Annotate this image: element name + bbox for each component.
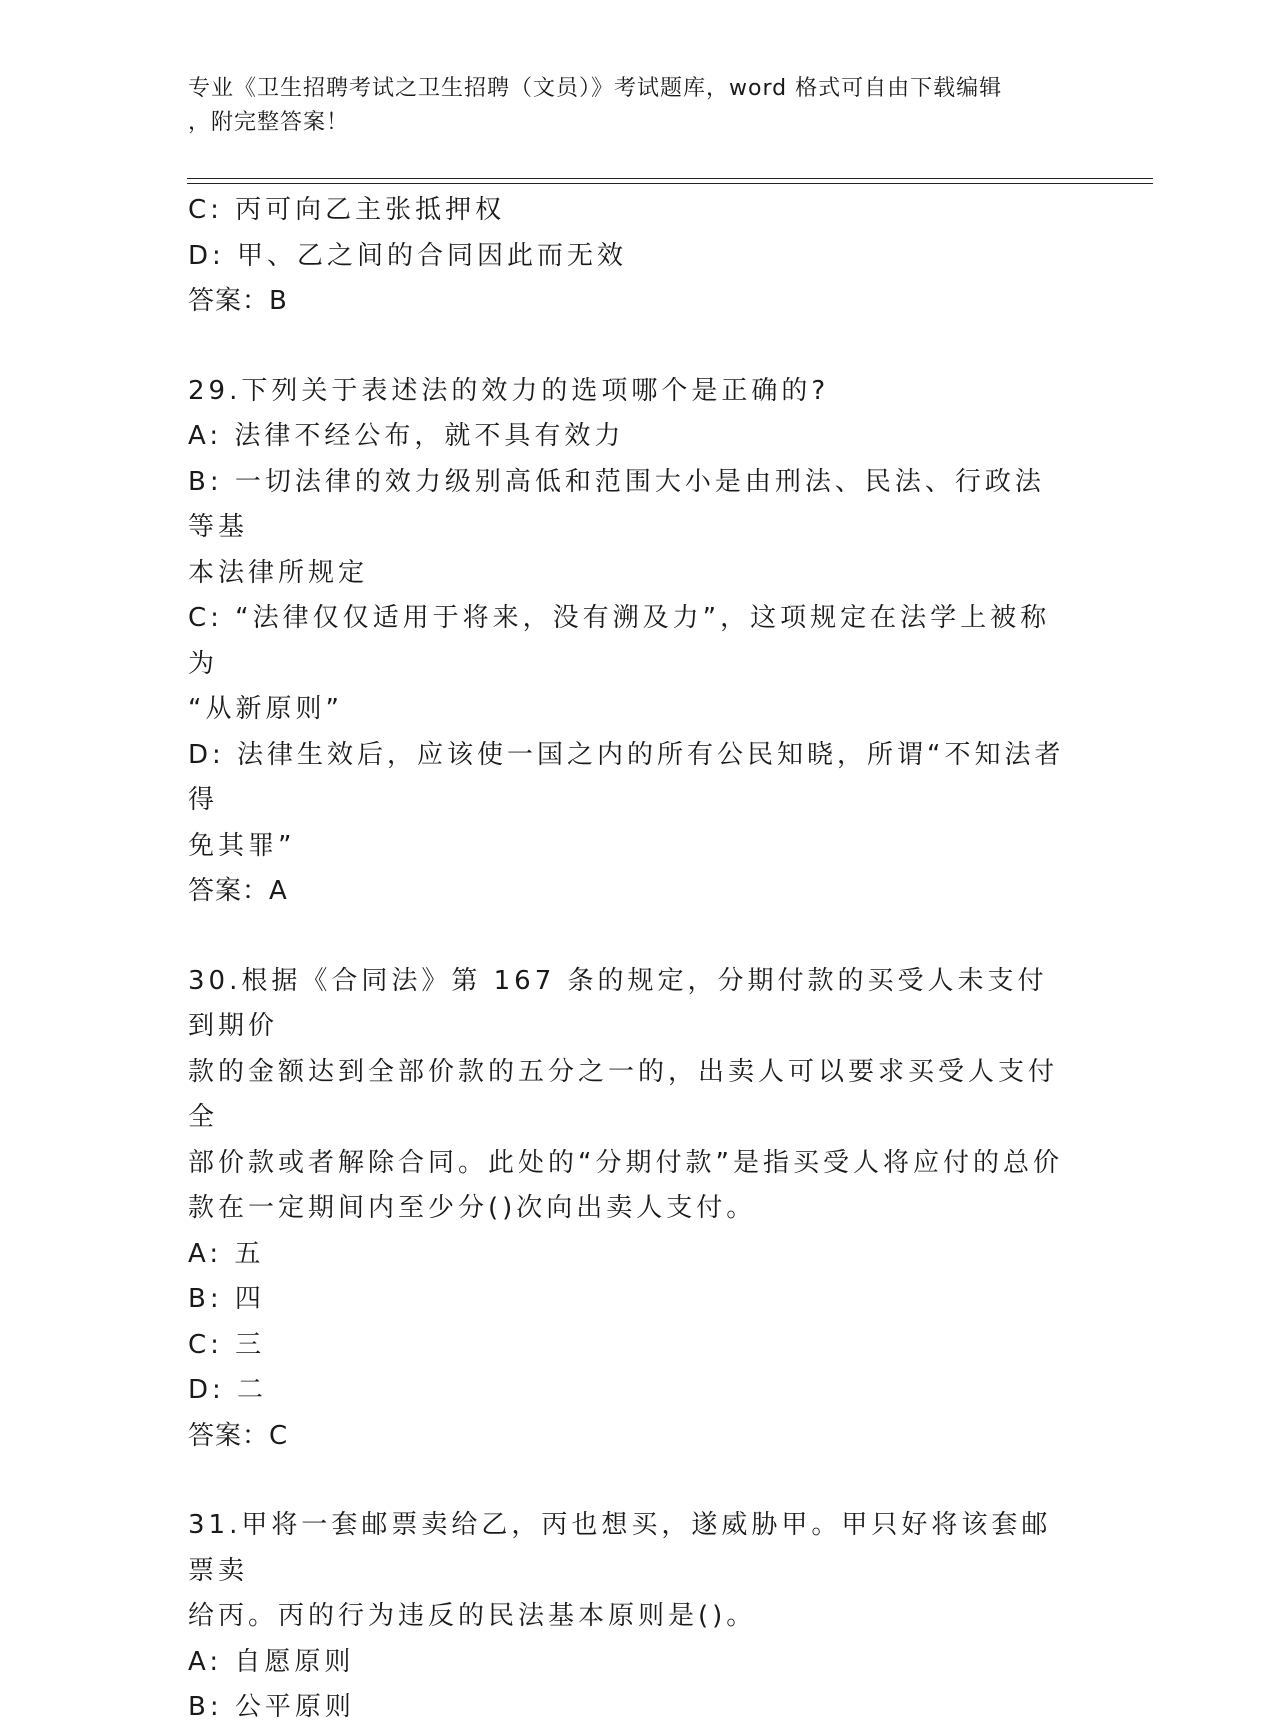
question-stem-line-1: 30.根据《合同法》第 167 条的规定，分期付款的买受人未支付到期价	[188, 965, 1048, 1041]
option-a: A: 法律不经公布，就不具有效力	[188, 421, 625, 451]
header-rule-top	[187, 178, 1153, 179]
spacer	[188, 325, 1068, 369]
document-body	[188, 188, 1068, 1731]
answer: 答案：B	[188, 286, 288, 316]
header-line-1: 专业《卫生招聘考试之卫生招聘（文员）》考试题库，word 格式可自由下载编辑	[188, 76, 1003, 101]
document-header	[188, 72, 1068, 140]
option-d: D: 二	[188, 1375, 268, 1405]
question-30	[188, 959, 1068, 1460]
question-stem: 29.下列关于表述法的效力的选项哪个是正确的?	[188, 375, 830, 406]
option-b: B: 公平原则	[188, 1692, 355, 1722]
option-d: D: 甲、乙之间的合同因此而无效	[188, 240, 628, 271]
option-b-line-2: 本法律所规定	[188, 557, 369, 588]
question-stem-line-4: 款在一定期间内至少分()次向出卖人支付。	[188, 1193, 757, 1223]
spacer	[188, 915, 1068, 959]
question-29	[188, 369, 1068, 915]
option-b: B: 四	[188, 1284, 265, 1314]
option-a: A: 自愿原则	[188, 1646, 355, 1677]
question-stem-line-2: 给丙。丙的行为违反的民法基本原则是()。	[188, 1601, 757, 1631]
header-line-2: ，附完整答案！	[188, 110, 350, 135]
question-stem-line-2: 款的金额达到全部价款的五分之一的，出卖人可以要求买受人支付全	[188, 1056, 1059, 1132]
spacer	[188, 1459, 1068, 1503]
option-b-line-1: B: 一切法律的效力级别高低和范围大小是由刑法、民法、行政法等基	[188, 466, 1045, 542]
option-d-line-2: 免其罪”	[188, 830, 296, 861]
question-28-continued	[188, 188, 1068, 325]
option-c-line-1: C: “法律仅仅适用于将来，没有溯及力”，这项规定在法学上被称为	[188, 603, 1051, 679]
option-d-line-1: D: 法律生效后，应该使一国之内的所有公民知晓，所谓“不知法者得	[188, 739, 1065, 815]
answer: 答案：A	[188, 876, 288, 906]
option-c: C: 三	[188, 1329, 266, 1360]
option-c: C: 丙可向乙主张抵押权	[188, 195, 506, 225]
option-a: A: 五	[188, 1238, 265, 1269]
question-stem-line-3: 部价款或者解除合同。此处的“分期付款”是指买受人将应付的总价	[188, 1147, 1063, 1178]
option-c-line-2: “从新原则”	[188, 694, 343, 724]
question-31	[188, 1503, 1068, 1731]
answer: 答案：C	[188, 1420, 289, 1451]
header-rule-bottom	[187, 183, 1153, 184]
question-stem-line-1: 31.甲将一套邮票卖给乙，丙也想买，遂威胁甲。甲只好将该套邮票卖	[188, 1510, 1052, 1586]
